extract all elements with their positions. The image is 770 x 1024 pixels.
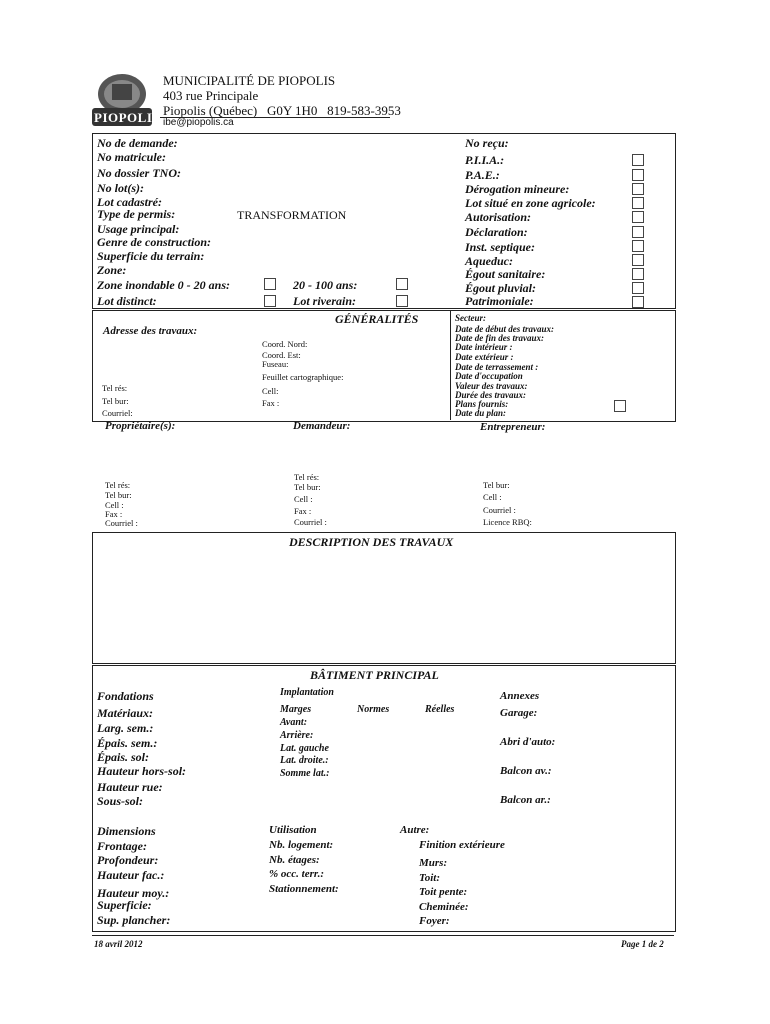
genre-label: Genre de construction: bbox=[97, 235, 211, 249]
arriere-label: Arrière: bbox=[280, 730, 314, 741]
no-demande-label: No de demande: bbox=[97, 136, 178, 150]
abri-label: Abri d'auto: bbox=[500, 736, 556, 748]
profondeur-label: Profondeur: bbox=[97, 853, 159, 867]
aqueduc-checkbox[interactable] bbox=[632, 254, 644, 266]
adresse-travaux-label: Adresse des travaux: bbox=[103, 325, 198, 337]
piia-label: P.I.I.A.: bbox=[465, 153, 505, 167]
zone-inondable-label: Zone inondable 0 - 20 ans: bbox=[97, 278, 231, 292]
lot-cadastre-label: Lot cadastré: bbox=[97, 195, 162, 209]
municipality-logo bbox=[88, 70, 161, 130]
zone-20-100-label: 20 - 100 ans: bbox=[293, 278, 358, 292]
avant-label: Avant: bbox=[280, 717, 308, 728]
sous-sol-label: Sous-sol: bbox=[97, 794, 144, 808]
prop-cell: Cell : bbox=[105, 500, 124, 510]
pae-checkbox[interactable] bbox=[632, 169, 644, 181]
entrepreneur-label: Entrepreneur: bbox=[480, 421, 546, 433]
gen-courriel-label: Courriel: bbox=[102, 408, 133, 418]
septique-checkbox[interactable] bbox=[632, 240, 644, 252]
hauteur-hors-sol-label: Hauteur hors-sol: bbox=[97, 764, 187, 778]
balcon-av-label: Balcon av.: bbox=[500, 765, 552, 777]
ent-licence: Licence RBQ: bbox=[483, 517, 532, 527]
zone-label: Zone: bbox=[97, 263, 127, 277]
utilisation-label: Utilisation bbox=[269, 824, 317, 836]
nb-etages-label: Nb. étages: bbox=[269, 854, 320, 866]
egout-pluvial-checkbox[interactable] bbox=[632, 282, 644, 294]
lat-gauche-label: Lat. gauche bbox=[280, 743, 329, 754]
footer-rule bbox=[92, 935, 674, 936]
egout-sanitaire-checkbox[interactable] bbox=[632, 268, 644, 280]
nb-logement-label: Nb. logement: bbox=[269, 839, 334, 851]
fuseau-label: Fuseau: bbox=[262, 359, 289, 369]
date-interieur-label: Date intérieur : bbox=[455, 342, 513, 352]
toit-label: Toit: bbox=[419, 872, 440, 884]
derogation-checkbox[interactable] bbox=[632, 183, 644, 195]
declaration-label: Déclaration: bbox=[465, 225, 528, 239]
header-email[interactable]: ibe@piopolis.ca bbox=[163, 117, 234, 128]
septique-label: Inst. septique: bbox=[465, 240, 536, 254]
marges-label: Marges bbox=[280, 704, 312, 715]
patrimoniale-checkbox[interactable] bbox=[632, 296, 644, 308]
logo-text: PIOPOLIS bbox=[94, 110, 161, 125]
gen-tel-bur-label: Tel bur: bbox=[102, 396, 129, 406]
date-plan-label: Date du plan: bbox=[455, 408, 507, 418]
superficie-terrain-label: Superficie du terrain: bbox=[97, 249, 205, 263]
murs-label: Murs: bbox=[419, 857, 448, 869]
footer-date: 18 avril 2012 bbox=[94, 939, 143, 949]
normes-label: Normes bbox=[357, 704, 390, 715]
implantation-label: Implantation bbox=[280, 687, 334, 698]
coord-nord-label: Coord. Nord: bbox=[262, 339, 308, 349]
prop-tel-res: Tel rés: bbox=[105, 480, 131, 490]
dimensions-label: Dimensions bbox=[97, 824, 156, 838]
date-terrassement-label: Date de terrassement : bbox=[455, 362, 539, 372]
piia-checkbox[interactable] bbox=[632, 154, 644, 166]
duree-label: Durée des travaux: bbox=[455, 390, 526, 400]
zone-20-100-checkbox[interactable] bbox=[396, 278, 408, 290]
lot-distinct-label: Lot distinct: bbox=[97, 294, 157, 308]
egout-sanitaire-label: Égout sanitaire: bbox=[465, 267, 546, 281]
footer-page: Page 1 de 2 bbox=[621, 939, 664, 949]
hauteur-rue-label: Hauteur rue: bbox=[97, 780, 163, 794]
hauteur-fac-label: Hauteur fac.: bbox=[97, 868, 165, 882]
dem-cell: Cell : bbox=[294, 494, 313, 504]
sup-plancher-label: Sup. plancher: bbox=[97, 913, 171, 927]
usage-label: Usage principal: bbox=[97, 222, 180, 236]
gen-cell-label: Cell: bbox=[262, 386, 279, 396]
foyer-label: Foyer: bbox=[419, 915, 450, 927]
prop-tel-bur: Tel bur: bbox=[105, 490, 132, 500]
proprietaire-label: Propriétaire(s): bbox=[105, 420, 176, 432]
date-debut-label: Date de début des travaux: bbox=[455, 324, 554, 334]
superficie-label: Superficie: bbox=[97, 898, 152, 912]
zone-inondable-checkbox[interactable] bbox=[264, 278, 276, 290]
plans-fournis-label: Plans fournis: bbox=[455, 399, 509, 409]
date-exterieur-label: Date extérieur : bbox=[455, 352, 514, 362]
hauteur-moy-label: Hauteur moy.: bbox=[97, 886, 170, 900]
dem-tel-bur: Tel bur: bbox=[294, 482, 321, 492]
garage-label: Garage: bbox=[500, 707, 538, 719]
no-lots-label: No lot(s): bbox=[97, 181, 144, 195]
valeur-label: Valeur des travaux: bbox=[455, 381, 528, 391]
derogation-label: Dérogation mineure: bbox=[465, 182, 570, 196]
no-matricule-label: No matricule: bbox=[97, 150, 166, 164]
autre-label: Autre: bbox=[400, 824, 430, 836]
zone-agricole-checkbox[interactable] bbox=[632, 197, 644, 209]
patrimoniale-label: Patrimoniale: bbox=[465, 294, 534, 308]
type-permis-value: TRANSFORMATION bbox=[237, 208, 347, 222]
header-org: MUNICIPALITÉ DE PIOPOLIS bbox=[163, 73, 336, 88]
description-title: DESCRIPTION DES TRAVAUX bbox=[289, 535, 454, 549]
lot-riverain-label: Lot riverain: bbox=[293, 294, 356, 308]
aqueduc-label: Aqueduc: bbox=[465, 254, 513, 268]
zone-agricole-label: Lot situé en zone agricole: bbox=[465, 196, 596, 210]
declaration-checkbox[interactable] bbox=[632, 226, 644, 238]
reelles-label: Réelles bbox=[425, 704, 455, 715]
finition-label: Finition extérieure bbox=[419, 839, 505, 851]
coord-est-label: Coord. Est: bbox=[262, 350, 301, 360]
somme-lat-label: Somme lat.: bbox=[280, 768, 330, 779]
gen-fax-label: Fax : bbox=[262, 398, 280, 408]
no-recu-label: No reçu: bbox=[465, 136, 509, 150]
prop-courriel: Courriel : bbox=[105, 518, 138, 528]
cheminee-label: Cheminée: bbox=[419, 901, 469, 913]
batiment-title: BÂTIMENT PRINCIPAL bbox=[310, 668, 439, 682]
epais-sol-label: Épais. sol: bbox=[97, 750, 150, 764]
lot-distinct-checkbox[interactable] bbox=[264, 295, 276, 307]
header-city-line: Piopolis (Québec) G0Y 1H0 819-583-3953 bbox=[163, 103, 401, 118]
generalites-title: GÉNÉRALITÉS bbox=[335, 312, 419, 326]
secteur-label: Secteur: bbox=[455, 313, 486, 323]
pae-label: P.A.E.: bbox=[465, 168, 500, 182]
no-dossier-label: No dossier TNO: bbox=[97, 166, 181, 180]
materiaux-label: Matériaux: bbox=[97, 706, 154, 720]
fondations-label: Fondations bbox=[97, 689, 154, 703]
lot-riverain-checkbox[interactable] bbox=[396, 295, 408, 307]
occ-terr-label: % occ. terr.: bbox=[269, 868, 324, 880]
lat-droite-label: Lat. droite.: bbox=[280, 755, 329, 766]
balcon-ar-label: Balcon ar.: bbox=[500, 794, 551, 806]
frontage-label: Frontage: bbox=[97, 839, 148, 853]
gen-tel-res-label: Tel rés: bbox=[102, 383, 128, 393]
autorisation-label: Autorisation: bbox=[465, 210, 532, 224]
header-address: 403 rue Principale bbox=[163, 88, 259, 103]
date-fin-label: Date de fin des travaux: bbox=[455, 333, 544, 343]
autorisation-checkbox[interactable] bbox=[632, 211, 644, 223]
annexes-label: Annexes bbox=[500, 690, 540, 702]
ent-cell: Cell : bbox=[483, 492, 502, 502]
dem-fax: Fax : bbox=[294, 506, 312, 516]
plans-fournis-checkbox[interactable] bbox=[614, 400, 626, 412]
date-occupation-label: Date d'occupation bbox=[455, 371, 523, 381]
description-box bbox=[92, 532, 676, 664]
type-permis-label: Type de permis: bbox=[97, 207, 176, 221]
dem-courriel: Courriel : bbox=[294, 517, 327, 527]
feuillet-label: Feuillet cartographique: bbox=[262, 372, 344, 382]
toit-pente-label: Toit pente: bbox=[419, 886, 468, 898]
stationnement-label: Stationnement: bbox=[269, 883, 339, 895]
ent-courriel: Courriel : bbox=[483, 505, 516, 515]
dem-tel-res: Tel rés: bbox=[294, 472, 320, 482]
epais-sem-label: Épais. sem.: bbox=[97, 736, 158, 750]
egout-pluvial-label: Égout pluvial: bbox=[465, 281, 537, 295]
demandeur-label: Demandeur: bbox=[293, 420, 351, 432]
prop-fax: Fax : bbox=[105, 509, 123, 519]
larg-sem-label: Larg. sem.: bbox=[97, 721, 154, 735]
ent-tel-bur: Tel bur: bbox=[483, 480, 510, 490]
